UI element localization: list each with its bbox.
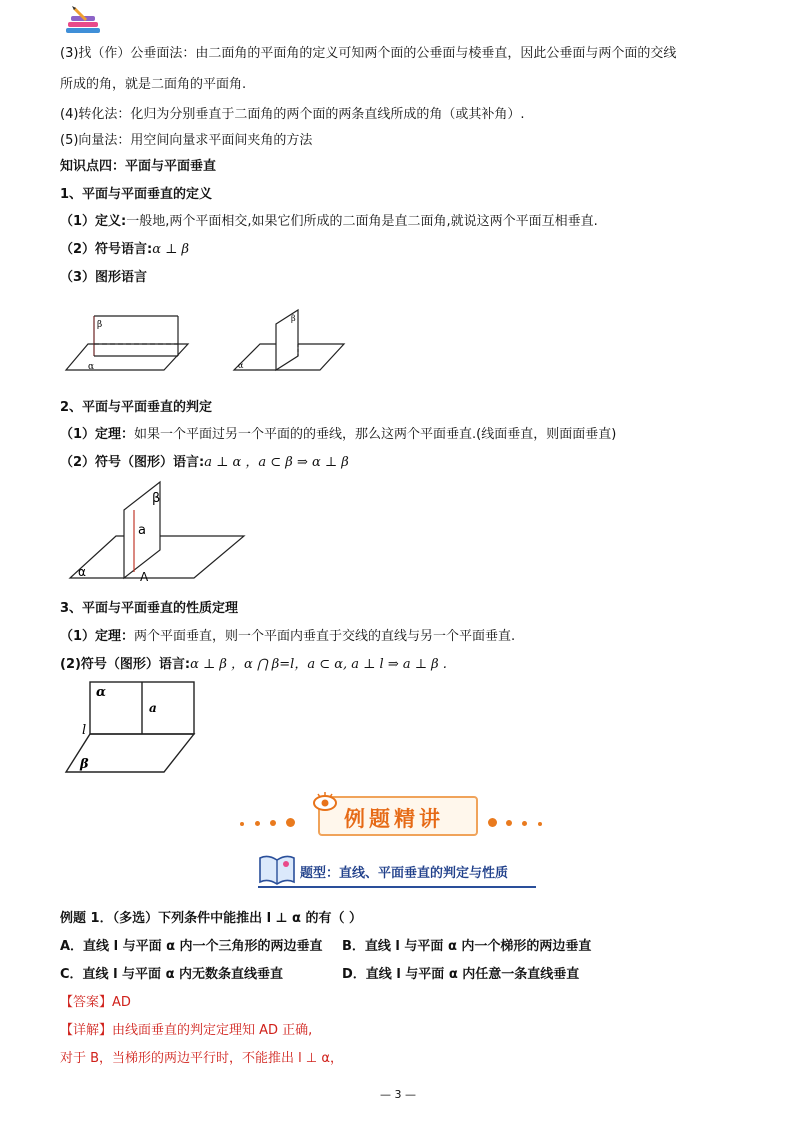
fig3-alpha: α [78, 565, 86, 579]
subsection-2: 2、平面与平面垂直的判定 [60, 400, 213, 415]
banner-dot [286, 818, 295, 827]
fig2-alpha: α [238, 361, 244, 370]
graphic-language-label: （3）图形语言 [60, 270, 148, 285]
symbol-property [60, 653, 447, 672]
theorem-property-text: 两个平面垂直，则一个平面内垂直于交线的直线与另一个平面垂直. [134, 629, 516, 644]
definition-label: （1）定义: [60, 214, 127, 229]
theorem-judgement-text: 如果一个平面过另一个平面的的垂线，那么这两个平面垂直.(线面垂直，则面面垂直) [134, 427, 617, 442]
definition [60, 210, 598, 229]
option-a: A．直线 l 与平面 α 内一个三角形的两边垂直 [60, 939, 323, 954]
line-method-3: (3)找（作）公垂面法：由二面角的平面角的定义可知两个面的公垂面与棱垂直，因此公垂面与两个面的交线 [60, 46, 677, 61]
logo [64, 6, 104, 36]
symbol-property-label: (2)符号（图形）语言: [60, 657, 191, 672]
figure-judgement [66, 480, 248, 584]
banner-dot [506, 820, 512, 826]
books-pencil-icon [64, 6, 104, 36]
option-c: C．直线 l 与平面 α 内无数条直线垂直 [60, 967, 284, 982]
symbol-math: α ⊥ β [152, 242, 190, 257]
banner-dot [270, 820, 276, 826]
banner-dot [538, 822, 542, 826]
fig3-a: a [138, 523, 146, 538]
topic-underline [258, 886, 536, 888]
answer: 【答案】AD [60, 995, 131, 1010]
fig2-beta: β [291, 314, 296, 323]
figure-plane-perpendicular-2 [230, 304, 348, 376]
theorem-property-label: （1）定理： [60, 629, 135, 644]
banner-title: 例题精讲 [344, 807, 444, 831]
figure-property [62, 678, 198, 778]
option-b: B．直线 l 与平面 α 内一个梯形的两边垂直 [342, 939, 592, 954]
fig4-l: l [82, 723, 87, 738]
banner-dot [522, 821, 527, 826]
example-question: 例题 1．（多选）下列条件中能推出 l ⊥ α 的有（ ） [60, 911, 362, 926]
theorem-judgement [60, 423, 616, 442]
symbol-judgement-label: （2）符号（图形）语言: [60, 455, 205, 470]
subsection-3: 3、平面与平面垂直的性质定理 [60, 601, 239, 616]
open-book-icon [258, 852, 296, 886]
option-d: D．直线 l 与平面 α 内任意一条直线垂直 [342, 967, 580, 982]
symbol-judgement-math: a ⊥ α ，a ⊂ β ⇒ α ⊥ β [204, 455, 349, 470]
definition-text: 一般地,两个平面相交,如果它们所成的二面角是直二面角,就说这两个平面互相垂直. [126, 214, 598, 229]
symbol-label: （2）符号语言: [60, 242, 153, 257]
fig4-alpha: α [96, 685, 107, 700]
section-knowledge-4: 知识点四：平面与平面垂直 [60, 159, 217, 174]
fig1-beta: β [97, 320, 103, 330]
banner-dot [255, 821, 260, 826]
fig1-alpha: α [88, 362, 95, 372]
page-number: — 3 — [380, 1088, 416, 1101]
symbol-language [60, 238, 189, 257]
fig4-beta: β [80, 757, 89, 772]
banner-dot [488, 818, 497, 827]
topic-label: 题型：直线、平面垂直的判定与性质 [300, 866, 509, 881]
line-method-3-cont: 所成的角，就是二面角的平面角. [60, 77, 247, 92]
line-method-4: (4)转化法：化归为分别垂直于二面角的两个面的两条直线所成的角（或其补角）. [60, 107, 525, 122]
detail-b: 对于 B，当梯形的两边平行时，不能推出 l ⊥ α， [60, 1051, 343, 1066]
fig4-a: a [149, 701, 157, 715]
symbol-judgement [60, 451, 349, 470]
theorem-judgement-label: （1）定理： [60, 427, 135, 442]
detail: 【详解】由线面垂直的判定定理知 AD 正确, [60, 1023, 313, 1038]
fig3-beta: β [152, 491, 161, 506]
subsection-1: 1、平面与平面垂直的定义 [60, 187, 213, 202]
example-banner [318, 796, 478, 836]
line-method-5: (5)向量法：用空间向量求平面间夹角的方法 [60, 133, 313, 148]
figure-plane-perpendicular-1 [62, 312, 192, 374]
fig3-A: A [140, 570, 149, 584]
eye-icon [312, 792, 338, 812]
symbol-property-math: α ⊥ β ，α ⋂ β=l，a ⊂ α, a ⊥ l ⇒ a ⊥ β . [190, 657, 447, 672]
banner-dot [240, 822, 244, 826]
theorem-property [60, 625, 515, 644]
